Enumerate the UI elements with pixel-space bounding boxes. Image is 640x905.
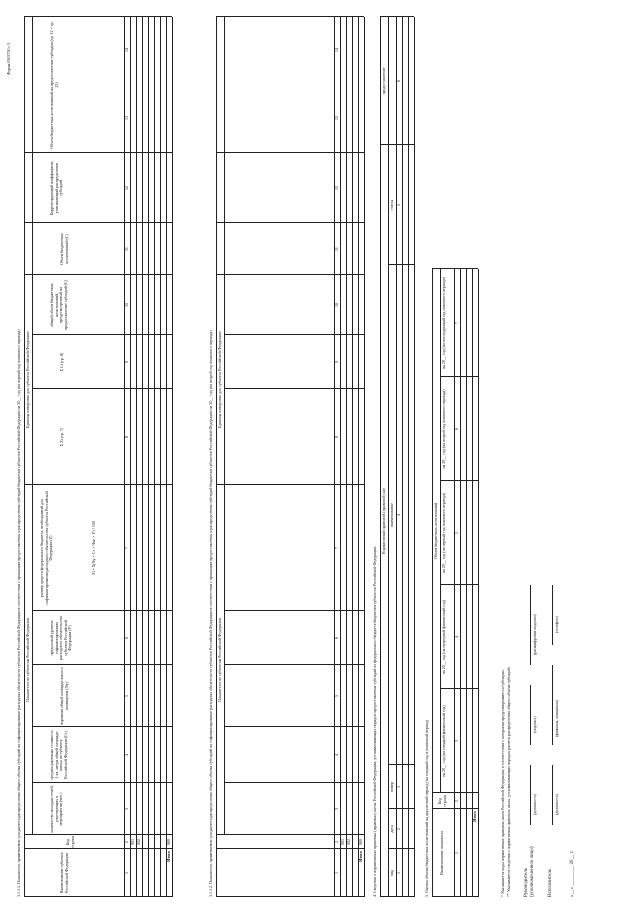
s2-total-code: 900	[358, 839, 363, 845]
exec-position: (должность)	[554, 794, 559, 815]
s4-col: статья	[389, 199, 394, 211]
s1-total-label: Итого	[166, 851, 171, 862]
s5-year: на 20__ год (на очередной финансовый год)	[441, 599, 446, 675]
s2-num: 2	[334, 841, 339, 843]
s1-total-code: 900	[166, 839, 171, 845]
s1-group2-header: Единица измерения для субъекта Российской Федерации	[25, 331, 30, 429]
s1-num: 13	[124, 116, 129, 120]
s2-num: 9	[334, 361, 339, 363]
section-5-title: 5. Оценка объема бюджетных ассигнований на двухлетний период (на текущий год и плановый период)	[424, 719, 429, 897]
head-label: Руководитель (уполномоченное лицо)	[524, 846, 535, 897]
s1-num: 1	[124, 872, 129, 874]
s4-col: предоставление	[381, 67, 386, 95]
sig-decode: (расшифровка подписи)	[532, 614, 537, 655]
s1-code: 002	[136, 839, 141, 845]
s1-h-level: предельный уровень софинансирования расходного обязательства субъекта Российской Федерации (У)	[49, 616, 73, 660]
s2-num: 11	[334, 247, 339, 251]
s5-num: 6	[454, 428, 459, 430]
s2-group2-header: Единица измерения для субъекта Российской Федерации	[217, 331, 222, 429]
s1-num: 11	[124, 247, 129, 251]
s4-col: наименование	[389, 502, 394, 528]
s4-col: дата	[389, 825, 394, 833]
s4-num: 1	[396, 872, 401, 874]
s5-num: 1	[454, 852, 459, 854]
s1-num: 2	[124, 841, 129, 843]
s5-year: на 20__ год (на первый год планового периода)	[441, 492, 446, 574]
exec-label: Исполнитель	[548, 869, 553, 897]
s1-num: 6	[124, 637, 129, 639]
s2-num: 14	[334, 48, 339, 52]
s4-num: 6	[396, 80, 401, 82]
s1-h-total: общий объем бюджетных ассигнований, предусмотренный на предоставление субсидий (С)	[49, 279, 68, 331]
s1-num: 4	[124, 754, 129, 756]
s4-col: вид	[389, 869, 394, 877]
s5-group-header: Объем бюджетных ассигнований	[433, 502, 438, 560]
s5-total-label: Итого	[472, 811, 477, 822]
s5-num: 5	[454, 532, 459, 534]
s4-num: 4	[396, 514, 401, 516]
s1-h-count: количество молодых семей, участвующих в мероприятии (чел.)	[49, 785, 64, 833]
section-2-title: 3.1.1.2. Показатели, применяемые для расчета распределения общего объема субсидий на софинансирование расходных обязательств субъектов Российской Федерации в соответствии с правилами предоставления и распределения субсидий бюджетам субъектов Российской Федерации на 20__ год (на второй год планового периода)	[208, 330, 213, 897]
s2-num: 10	[334, 303, 339, 307]
s4-col: номер	[389, 781, 394, 793]
s5-year: на 20__ год (на второй год планового периода)	[441, 389, 446, 469]
sig-signature: (подпись)	[532, 716, 537, 733]
s1-h-volume: Объем бюджетных ассигнований (С)	[59, 232, 69, 266]
s5-col-code: Код строки	[437, 795, 447, 807]
s4-group-header: Нормативный правовой (правовой) акт	[381, 487, 386, 555]
s5-num: 7	[454, 322, 459, 324]
s1-h-need: размер средств федерального бюджета, необходимый для софинансирования расходного обязательства субъекта Российской Федерации (Z)	[39, 491, 54, 605]
s1-col-code: Код строки	[65, 836, 75, 848]
s2-num: 12	[334, 186, 339, 190]
s1-num: 14	[124, 48, 129, 52]
s5-num: 4	[454, 636, 459, 638]
s1-h-norm: норматив общей площади жилого помещения (Ny)	[59, 667, 69, 725]
sig-position: (должность)	[532, 794, 537, 815]
s1-code: 001	[130, 839, 135, 845]
s1-num: 10	[124, 303, 129, 307]
s1-h-formula: Zi = Σ(Ny × Ст × Чмс × У) / 100	[91, 521, 96, 575]
s4-num: 3	[396, 786, 401, 788]
s2-total-label: Итого	[358, 851, 363, 862]
sign-date: «__» ________ 20__ г.	[570, 850, 575, 897]
s1-num: 5	[124, 695, 129, 697]
s1-num: 7	[124, 547, 129, 549]
s5-col-name: Наименование показателя	[439, 830, 444, 876]
s1-num: 9	[124, 361, 129, 363]
form-label: Форма 0503750 с.3	[6, 42, 11, 75]
s4-num: 2	[396, 828, 401, 830]
section-1-title: 3.1.1.1. Показатели, применяемые для расчета распределения общего объема субсидий на софинансирование расходных обязательств субъектов Российской Федерации в соответствии с правилами предоставления и распределения субсидий бюджетам субъектов Российской Федерации на 20__ год (на первый год планового периода)	[16, 329, 21, 897]
s2-num: 5	[334, 695, 339, 697]
s2-num: 6	[334, 637, 339, 639]
footnote-1: * Указываются коды нормативных правовых актов Российской Федерации, в соответствии с которыми предусматриваются субсидии.	[500, 669, 505, 897]
s4-num: 5	[396, 204, 401, 206]
s1-h-corr: Корректирующий коэффициент, учитывающий распределение субсидий	[49, 160, 64, 216]
s1-col-name: Наименование субъекта Российской Федерации	[59, 852, 69, 894]
exec-phone: (телефон)	[554, 616, 559, 633]
s1-num: 8	[124, 436, 129, 438]
section-4-title: 4. Сведения о нормативных правовых (правовых) актах Российской Федерации, устанавливающих порядок предоставления субсидий из федерального бюджета бюджетам субъектов Российской Федерации	[372, 546, 377, 897]
s2-group-header: Показатели по субъектам Российской Федерации	[217, 618, 222, 702]
s1-h-sum2: Σ Ci (гр. 8)	[59, 352, 64, 372]
s1-h-sum: Σ Zi (гр. 7)	[59, 427, 64, 447]
s5-year: на 20__ год (на последующий год планового периода)	[441, 277, 446, 369]
s1-h-final: Объем бюджетных ассигнований на предоставление субсидии (гр. 12 × гр. 13)	[49, 21, 59, 149]
s5-year: на 20__ год (на текущий финансовый год)	[441, 705, 446, 777]
s2-num: 1	[334, 872, 339, 874]
s2-num: 3	[334, 808, 339, 810]
s1-num: 3	[124, 808, 129, 810]
exec-name: (фамилия, инициалы)	[554, 700, 559, 737]
s2-num: 7	[334, 547, 339, 549]
s5-num: 2	[454, 800, 459, 802]
footnote-2: ** Указываются сведения о нормативных правовых актах, устанавливающих порядок расчета распределения общего объема субсидий.	[506, 666, 511, 897]
s5-num: 3	[454, 740, 459, 742]
s2-code: 001	[340, 839, 345, 845]
s1-num: 12	[124, 186, 129, 190]
s2-code: 002	[346, 839, 351, 845]
s2-num: 8	[334, 436, 339, 438]
s1-h-share: средняя рыночная стоимость 1 кв. метра общей площади жилья по субъекту Российской Федерации (Ст)	[49, 730, 68, 780]
s2-num: 4	[334, 754, 339, 756]
s1-group-header: Показатели по субъектам Российской Федерации	[25, 618, 30, 702]
s2-num: 13	[334, 116, 339, 120]
